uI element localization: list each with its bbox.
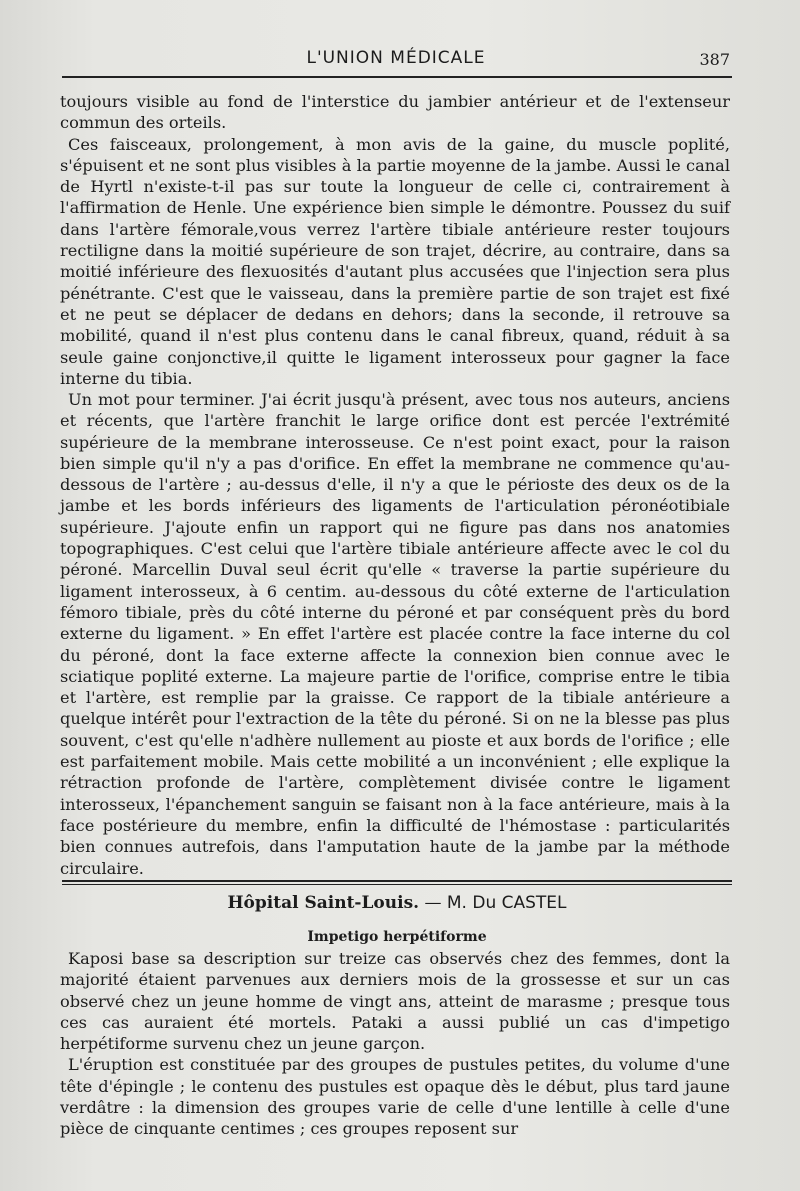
paragraph: Kaposi base sa description sur treize cas observés chez des femmes, dont la majorité étaient parvenues aux derniers mois de la grossesse et sur un cas observé chez un jeune homme de vingt ans, atteint de marasme ; presque tous ces cas auraient été mortels. Pataki a aussi publié un cas d'impetigo herpétiforme survenu chez un jeune garçon.: [60, 949, 730, 1054]
paragraph: L'éruption est constituée par des groupes de pustules petites, du volume d'une tête d'épingle ; le contenu des pustules est opaque dès le début, plus tard jaune verdâtre : la dimension des groupes varie de celle d'une lentille à celle d'une pièce de cinquante centimes ; ces groupes reposent sur: [60, 1055, 730, 1139]
section-separator: —: [419, 893, 447, 913]
paragraph: toujours visible au fond de l'interstice du jambier antérieur et de l'extenseur commun des orteils.: [60, 92, 730, 133]
paragraph: Un mot pour terminer. J'ai écrit jusqu'à présent, avec tous nos auteurs, anciens et récents, que l'artère franchit le large orifice dont est percée l'extrémité supérieure de la membrane interosseuse. Ce n'est point exact, pour la raison bien simple qu'il n'y a pas d'orifice. En effet la membrane ne commence qu'au-dessous de l'artère ; au-dessus d'elle, il n'y a que le périoste des deux os de la jambe et les bords inférieurs des ligaments de l'articulation péronéotibiale supérieure. J'ajoute enfin un rapport qui ne figure pas dans nos anatomies topographiques. C'est celui que l'artère tibiale antérieure affecte avec le col du péroné. Marcellin Duval seul écrit qu'elle « traverse la partie supérieure du ligament interosseux, à 6 centim. au-dessous du côté externe de l'articulation fémoro tibiale, près du côté interne du péroné et par conséquent près du bord externe du ligament. » En effet l'artère est placée contre la face interne du col du péroné, dont la face externe affecte la connexion bien connue avec le sciatique poplité externe. La majeure partie de l'orifice, comprise entre le tibia et l'artère, est remplie par la graisse. Ce rapport de la tibiale antérieure a quelque intérêt pour l'extraction de la tête du péroné. Si on ne la blesse pas plus souvent, c'est qu'elle n'adhère nullement au pioste et aux bords de l'orifice ; elle est parfaitement mobile. Mais cette mobilité a un inconvénient ; elle explique la rétraction profonde de l'artère, complètement divisée contre le ligament interosseux, l'épanchement sanguin se faisant non à la face antérieure, mais à la face postérieure du membre, enfin la difficulté de l'hémostase : particularités bien connues autrefois, dans l'amputation haute de la jambe par la méthode circulaire.: [60, 390, 730, 878]
section-heading: [62, 893, 732, 913]
section-divider: [62, 880, 732, 885]
paragraph: Ces faisceaux, prolongement, à mon avis de la gaine, du muscle poplité, s'épuisent et ne sont plus visibles à la partie moyenne de la jambe. Aussi le canal de Hyrtl n'existe-t-il pas sur toute la longueur de celle ci, contrairement à l'affirmation de Henle. Une expérience bien simple le démontre. Poussez du suif dans l'artère fémorale,vous verrez l'artère tibiale antérieure rester toujours rectiligne dans la moitié supérieure de son trajet, décrire, au contraire, dans sa moitié inférieure des flexuosités d'autant plus accusées que l'injection sera plus pénétrante. C'est que le vaisseau, dans la première partie de son trajet est fixé et ne peut se déplacer de dedans en dehors; dans la seconde, il retrouve sa mobilité, quand il n'est plus contenu dans le canal fibreux, quand, réduit à sa seule gaine conjonctive,il quitte le ligament interosseux pour gagner la face interne du tibia.: [60, 134, 730, 388]
header-rule: [62, 76, 732, 78]
section-subheading: Impetigo herpétiforme: [307, 929, 487, 945]
running-title: L'UNION MÉDICALE: [306, 48, 486, 68]
section-institution: Hôpital Saint-Louis.: [227, 893, 420, 913]
page-number: 387: [699, 50, 730, 69]
section-author: M. Du CASTEL: [446, 893, 567, 913]
article-conclusion: [60, 389, 730, 879]
section-body: [60, 948, 730, 1140]
article-continuation: [60, 91, 730, 389]
page-header: [62, 44, 730, 78]
